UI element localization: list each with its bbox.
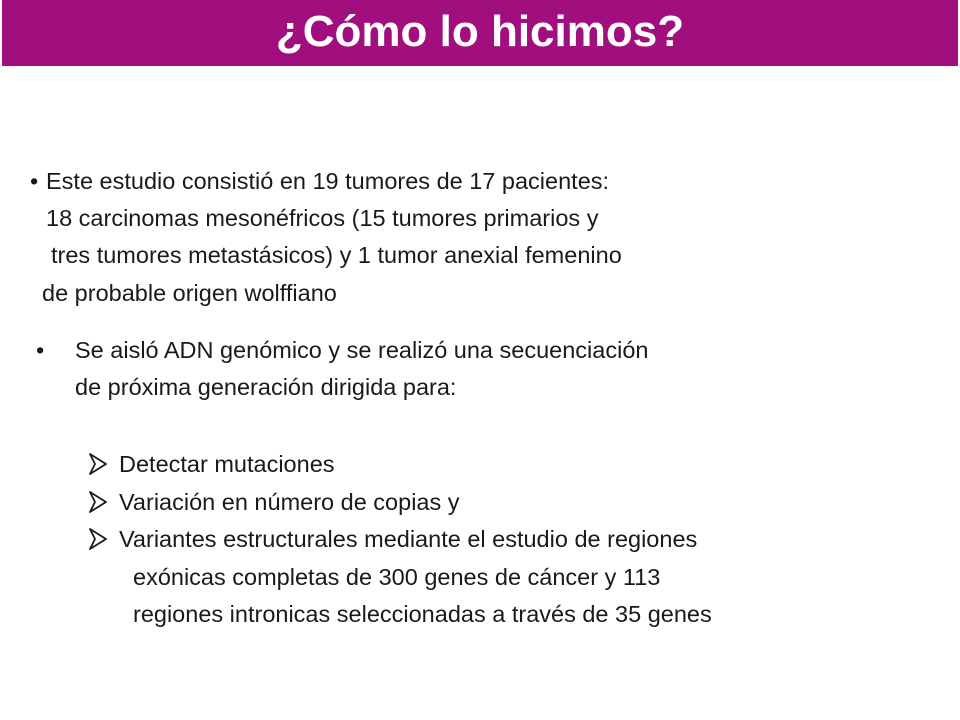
bullet-line: Se aisló ADN genómico y se realizó una secuenciación (75, 337, 649, 363)
subitem-line: Detectar mutaciones (119, 451, 335, 477)
subitem-line: exónicas completas de 300 genes de cáncer y 113 (133, 564, 661, 590)
bullet-line: Este estudio consistió en 19 tumores de 17 pacientes: (46, 168, 610, 194)
bullet-line: de próxima generación dirigida para: (75, 374, 457, 400)
bullet-line: tres tumores metastásicos) y 1 tumor anexial femenino (51, 242, 622, 268)
slide-title: ¿Cómo lo hicimos? (275, 7, 685, 56)
bullet-marker: • (36, 337, 45, 363)
bullet-line: de probable origen wolffiano (42, 280, 337, 306)
bullet-line: 18 carcinomas mesonéfricos (15 tumores primarios y (46, 205, 599, 231)
arrow-bullet-icon (88, 491, 108, 513)
arrow-bullet-icon (88, 453, 108, 475)
subitem-line: Variación en número de copias y (119, 489, 460, 515)
title-bar (2, 0, 958, 66)
subitem-line: regiones intronicas seleccionadas a través de 35 genes (133, 601, 712, 627)
arrow-bullet-icon (88, 528, 108, 550)
bullet-marker: • (30, 168, 39, 194)
subitem-line: Variantes estructurales mediante el estudio de regiones (119, 526, 698, 552)
